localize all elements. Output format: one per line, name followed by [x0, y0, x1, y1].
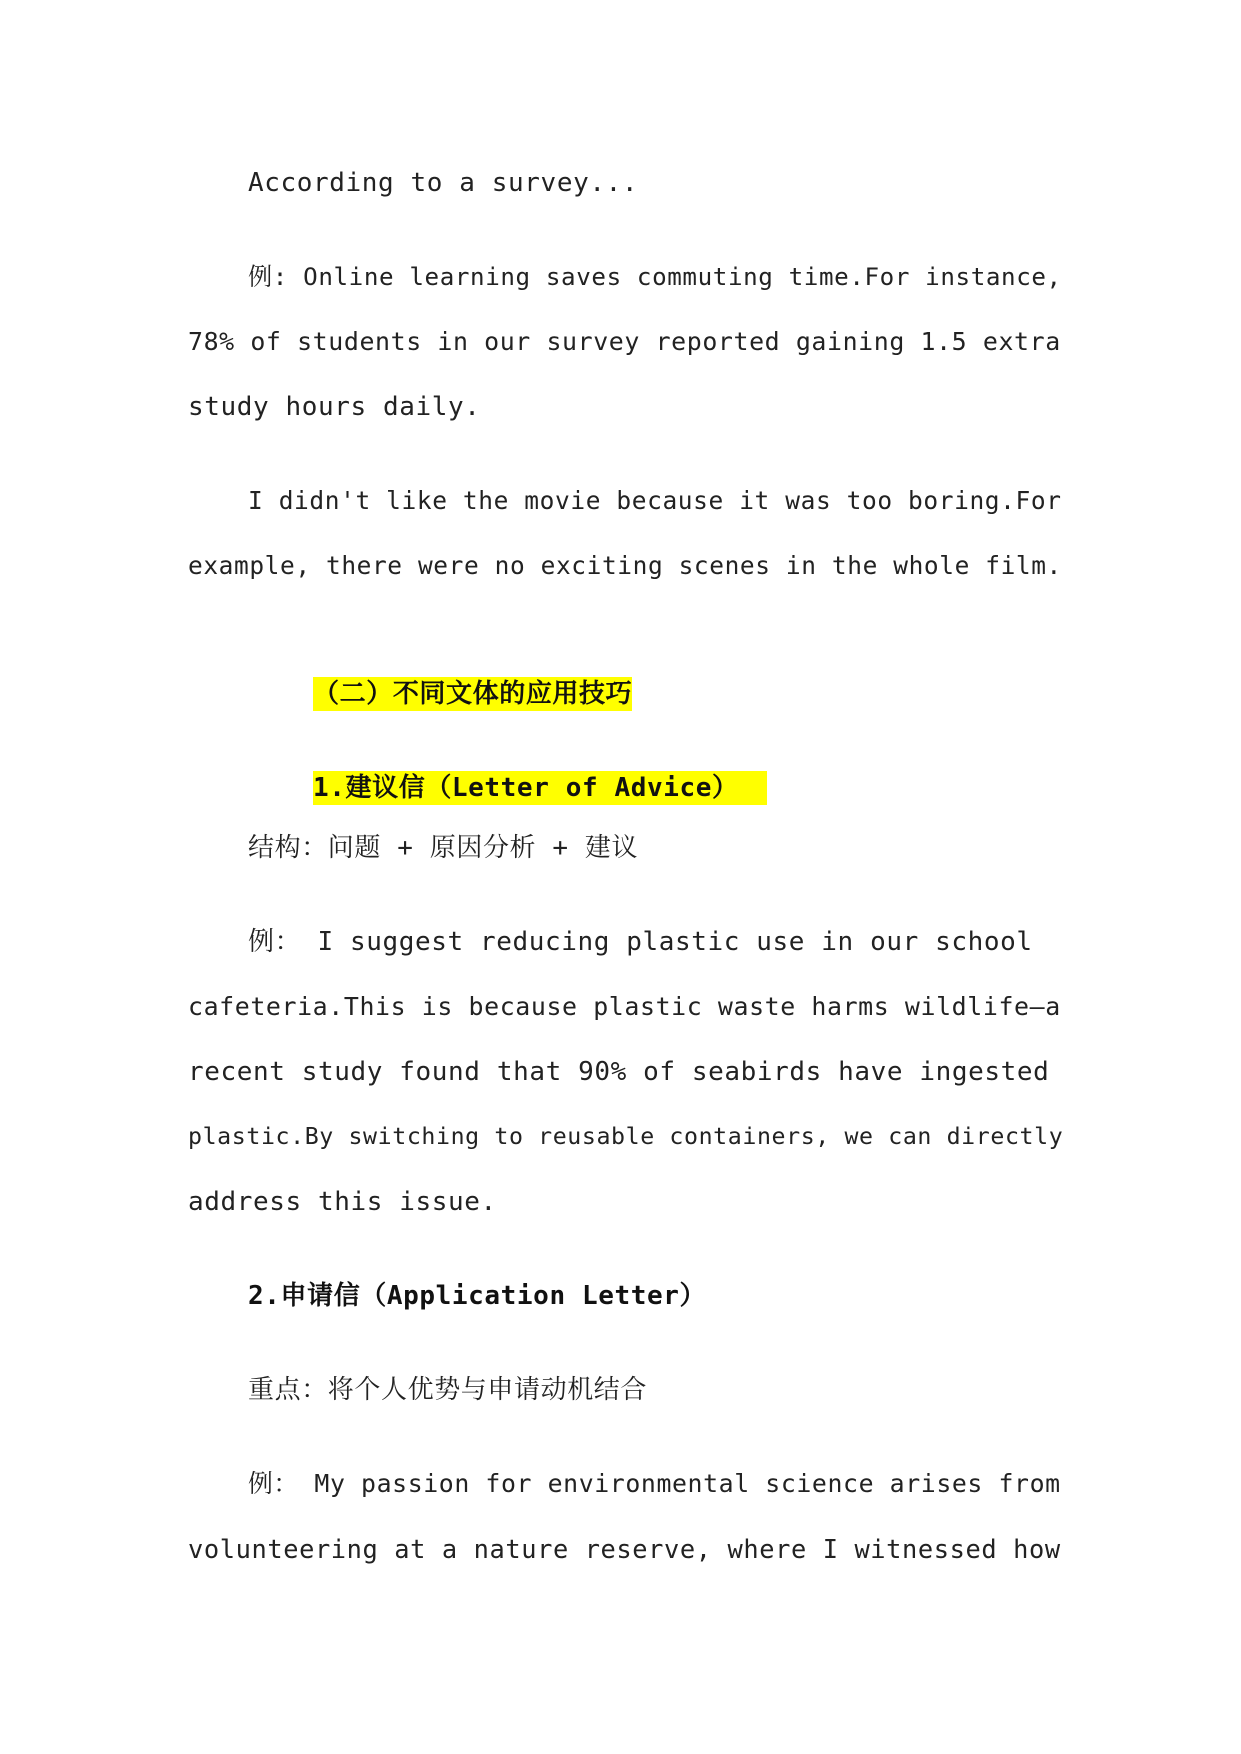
advice-example-line-2: cafeteria.This is because plastic waste harms wildlife—a — [188, 992, 1061, 1021]
example-movie-line-2: example, there were no exciting scenes in the whole film. — [188, 551, 1062, 580]
advice-example-line-4: plastic.By switching to reusable containers, we can directly — [188, 1123, 1064, 1150]
subheading-application-letter: 2.申请信（Application Letter） — [248, 1281, 707, 1311]
advice-example-line-3: recent study found that 90% of seabirds have ingested — [188, 1057, 1050, 1087]
advice-letter-structure: 结构：问题 + 原因分析 + 建议 — [248, 833, 639, 863]
advice-example-line-5: address this issue. — [188, 1187, 497, 1217]
survey-phrase: According to a survey... — [248, 168, 639, 198]
section-heading-genres-text: （二）不同文体的应用技巧 — [313, 679, 633, 709]
example-movie-line-1: I didn't like the movie because it was too boring.For — [248, 486, 1062, 515]
subheading-advice-letter — [248, 737, 767, 839]
application-example-line-1: 例： My passion for environmental science arises from — [248, 1469, 1061, 1498]
application-letter-focus: 重点：将个人优势与申请动机结合 — [248, 1375, 648, 1405]
section-heading-genres — [248, 643, 632, 745]
advice-example-line-1: 例： I suggest reducing plastic use in our school — [248, 927, 1033, 957]
example-online-learning-line-3: study hours daily. — [188, 392, 481, 422]
example-online-learning-line-2: 78% of students in our survey reported gaining 1.5 extra — [188, 327, 1061, 356]
example-online-learning-line-1: 例: Online learning saves commuting time.For instance, — [248, 263, 1062, 291]
subheading-advice-letter-text: 1.建议信（Letter of Advice） — [313, 771, 767, 805]
application-example-line-2: volunteering at a nature reserve, where I witnessed how — [188, 1534, 1061, 1564]
